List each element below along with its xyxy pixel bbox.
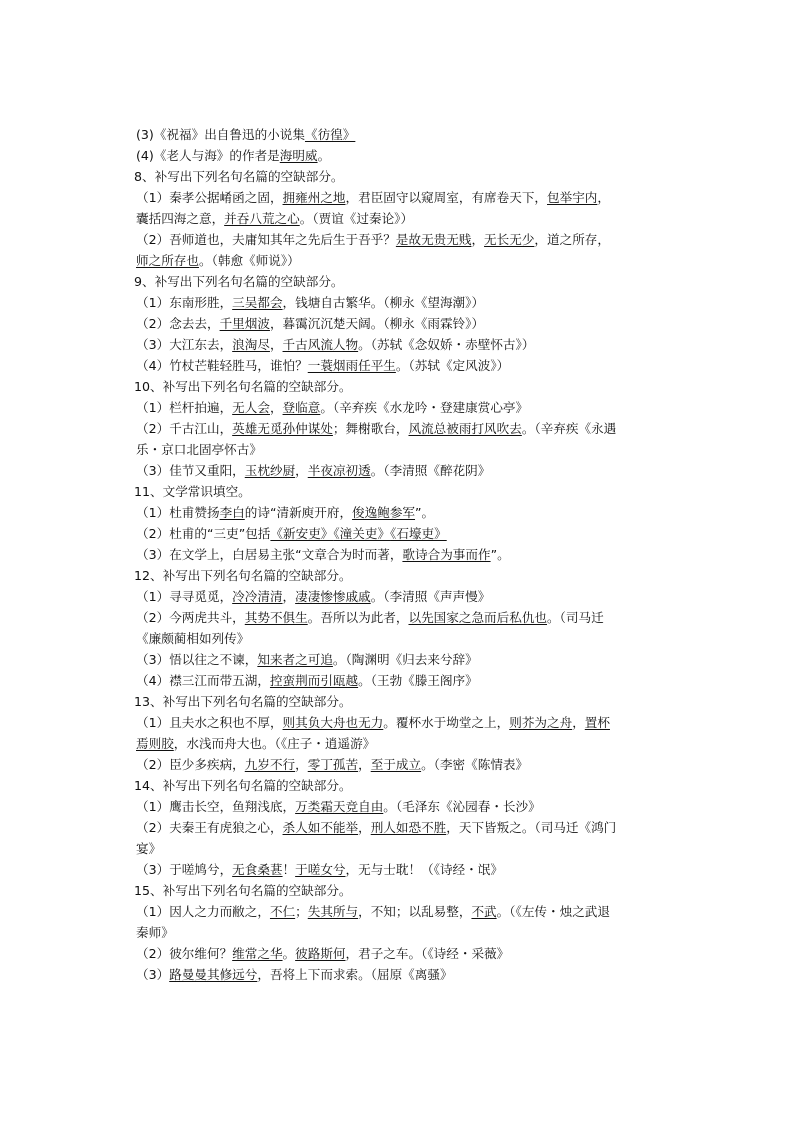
text-line xyxy=(134,964,674,985)
text-line xyxy=(134,292,674,313)
text-segment: ，钱塘自古繁华。（柳永《望海潮》） xyxy=(282,295,485,310)
text-segment: （2）千古江山， xyxy=(136,421,233,436)
text-segment: （2）今两虎共斗， xyxy=(136,610,245,625)
text-segment: ， xyxy=(269,337,283,352)
answer-underlined: 海明威 xyxy=(279,148,318,163)
text-line xyxy=(134,670,674,691)
answer-underlined: 杀人如不能举 xyxy=(282,820,359,835)
text-segment: 14、补写出下列名句名篇的空缺部分。 xyxy=(134,778,352,793)
text-segment: 8、补写出下列名句名篇的空缺部分。 xyxy=(134,169,344,184)
text-line xyxy=(134,817,674,838)
text-segment: (3)《祝福》出自鲁迅的小说集 xyxy=(136,127,305,142)
answer-underlined: 则芥为之舟 xyxy=(509,715,573,730)
text-segment: ， xyxy=(295,757,308,772)
answer-underlined: 师之所存也 xyxy=(136,253,199,268)
section-heading xyxy=(134,565,674,586)
text-segment: 。覆杯水于坳堂之上， xyxy=(383,715,510,730)
answer-underlined: 控蛮荆而引瓯越 xyxy=(269,673,359,688)
text-segment: 。（苏轼《念奴娇・赤壁怀古》） xyxy=(358,337,535,352)
text-segment: 。（李清照《醉花阴》 xyxy=(370,463,491,478)
section-heading xyxy=(134,166,674,187)
answer-underlined: 至于成立 xyxy=(370,757,422,772)
text-segment: （1）寻寻觅觅， xyxy=(136,589,233,604)
text-segment: 。（王勃《滕王阁序》 xyxy=(358,673,478,688)
answer-underlined: 歌诗合为事而作 xyxy=(402,547,491,562)
text-segment: ， xyxy=(269,400,283,415)
text-segment: 。（《左传・烛之武退 xyxy=(496,904,610,919)
text-segment: 。（韩愈《师说》） xyxy=(198,253,300,268)
answer-underlined: 玉枕纱厨 xyxy=(244,463,296,478)
text-line xyxy=(134,901,674,922)
text-segment: （1）因人之力而敝之， xyxy=(136,904,270,919)
text-segment: ， xyxy=(358,757,371,772)
answer-underlined: 李白 xyxy=(219,505,245,520)
document-body xyxy=(134,124,674,985)
answer-underlined: 是故无贵无贱 xyxy=(395,232,472,247)
text-line xyxy=(134,586,674,607)
text-line xyxy=(134,628,674,649)
answer-underlined: 彼路斯何 xyxy=(295,946,346,961)
answer-underlined: 拥雍州之地 xyxy=(282,190,346,205)
text-segment: ，君子之车。（《诗经・采薇》 xyxy=(345,946,510,961)
text-line xyxy=(134,208,674,229)
answer-underlined: 无长无少 xyxy=(484,232,535,247)
text-segment: 。（李密《陈情表》 xyxy=(421,757,529,772)
text-segment: 13、补写出下列名句名篇的空缺部分。 xyxy=(134,694,352,709)
text-segment: ！ xyxy=(282,862,296,877)
text-segment: ； xyxy=(295,904,308,919)
text-line xyxy=(134,859,674,880)
text-segment: ，天下皆叛之。（司马迁《鸿门 xyxy=(446,820,617,835)
answer-underlined: 不仁 xyxy=(269,904,296,919)
text-segment: 。（辛弃疾《水龙吟・登建康赏心亭》 xyxy=(320,400,529,415)
answer-underlined: 不武 xyxy=(471,904,497,919)
text-segment: ，不知；以乱易整， xyxy=(358,904,472,919)
text-line xyxy=(134,838,674,859)
text-line xyxy=(134,943,674,964)
text-segment: （2）吾师道也，夫庸知其年之先后生于吾乎？ xyxy=(136,232,396,247)
text-segment: （3）于嗟鸠兮， xyxy=(136,862,233,877)
text-segment: ，暮霭沉沉楚天阔。（柳永《雨霖铃》） xyxy=(269,316,485,331)
answer-underlined: 风流总被雨打风吹去 xyxy=(408,421,522,436)
text-line xyxy=(134,250,674,271)
text-segment: ， xyxy=(597,190,610,205)
answer-underlined: 九岁不行 xyxy=(244,757,296,772)
text-segment: ，君臣固守以窥周室，有席卷天下， xyxy=(345,190,548,205)
text-segment: 《廉颇蔺相如列传》 xyxy=(136,631,250,646)
section-heading xyxy=(134,775,674,796)
text-segment: ”。 xyxy=(415,505,435,520)
text-segment: ；舞榭歌台， xyxy=(332,421,409,436)
text-segment: （1）栏杆拍遍， xyxy=(136,400,233,415)
text-segment: 12、补写出下列名句名篇的空缺部分。 xyxy=(134,568,352,583)
answer-underlined: 俊逸鲍参军 xyxy=(352,505,416,520)
text-segment: （3）在文学上，白居易主张“文章合为时而著， xyxy=(136,547,403,562)
answer-underlined: 一蓑烟雨任平生 xyxy=(307,358,396,373)
text-segment: 宴》 xyxy=(136,841,162,856)
answer-underlined: 维常之华 xyxy=(232,946,283,961)
text-segment: ， xyxy=(358,820,371,835)
text-segment: (4)《老人与海》的作者是 xyxy=(136,148,280,163)
text-segment: （2）彼尔维何？ xyxy=(136,946,233,961)
text-segment: （1）且夫水之积也不厚， xyxy=(136,715,283,730)
text-segment: 11、文学常识填空。 xyxy=(134,484,251,499)
section-heading xyxy=(134,481,674,502)
answer-underlined: 《彷徨》 xyxy=(304,127,356,142)
text-segment: 。（辛弃疾《永遇 xyxy=(521,421,617,436)
text-segment: 。（苏轼《定风波》） xyxy=(395,358,510,373)
answer-underlined: 无食桑葚 xyxy=(232,862,283,877)
answer-underlined: 焉则胶 xyxy=(136,736,174,751)
answer-underlined: 以先国家之急而后私仇也 xyxy=(408,610,548,625)
text-segment: ， xyxy=(471,232,485,247)
text-segment: ， xyxy=(282,589,296,604)
text-line xyxy=(134,187,674,208)
answer-underlined: 于嗟女兮 xyxy=(295,862,346,877)
text-segment: 。（陶渊明《归去来兮辞》 xyxy=(332,652,478,667)
text-segment: 9、补写出下列名句名篇的空缺部分。 xyxy=(134,274,344,289)
text-line xyxy=(134,733,674,754)
answer-underlined: 知来者之可追 xyxy=(257,652,333,667)
text-segment: （1）鹰击长空，鱼翔浅底， xyxy=(136,799,296,814)
answer-underlined: 则其负大舟也无力 xyxy=(282,715,384,730)
text-segment: 乐・京口北固亭怀古》 xyxy=(136,442,262,457)
section-heading xyxy=(134,271,674,292)
answer-underlined: 千古风流人物 xyxy=(282,337,359,352)
answer-underlined: 零丁孤苦 xyxy=(307,757,359,772)
text-line xyxy=(134,460,674,481)
text-segment: 。（李清照《声声慢》 xyxy=(370,589,491,604)
text-segment: ，吾将上下而求索。（屈原《离骚》 xyxy=(257,967,453,982)
text-segment: 的诗“清新庾开府， xyxy=(244,505,353,520)
answer-underlined: 其势不俱生 xyxy=(244,610,308,625)
answer-underlined: 并吞八荒之心 xyxy=(224,211,300,226)
text-line xyxy=(134,418,674,439)
text-line xyxy=(134,145,674,166)
text-line xyxy=(134,523,674,544)
section-heading xyxy=(134,376,674,397)
text-segment: ， xyxy=(295,463,308,478)
text-line xyxy=(134,796,674,817)
text-segment: 。（司马迁 xyxy=(547,610,604,625)
text-line xyxy=(134,712,674,733)
answer-underlined: 凄凄惨惨戚戚 xyxy=(295,589,371,604)
text-line xyxy=(134,754,674,775)
answer-underlined: 置杯 xyxy=(584,715,610,730)
text-segment: 。吾所以为此者， xyxy=(307,610,409,625)
text-segment: （4）竹杖芒鞋轻胜马，谁怕？ xyxy=(136,358,308,373)
answer-underlined: 《新安吏》 xyxy=(270,526,334,541)
answer-underlined: 无人会 xyxy=(232,400,270,415)
answer-underlined: 包举宇内 xyxy=(547,190,598,205)
text-line xyxy=(134,439,674,460)
section-heading xyxy=(134,691,674,712)
text-segment: （3）悟以往之不谏， xyxy=(136,652,258,667)
text-segment: （1）秦孝公据崤函之固， xyxy=(136,190,283,205)
text-segment: 。（毛泽东《沁园春・长沙》 xyxy=(383,799,541,814)
text-segment: （2）念去去， xyxy=(136,316,220,331)
text-segment: ，无与士耽！（《诗经・氓》 xyxy=(345,862,503,877)
text-segment: ”。 xyxy=(490,547,510,562)
text-segment: （3）大江东去， xyxy=(136,337,233,352)
answer-underlined: 路曼曼其修远兮 xyxy=(169,967,258,982)
answer-underlined: 冷冷清清 xyxy=(232,589,283,604)
answer-underlined: 刑人如恐不胜 xyxy=(370,820,447,835)
text-segment: （3）佳节又重阳， xyxy=(136,463,245,478)
text-segment: （1）杜甫赞扬 xyxy=(136,505,220,520)
text-segment: （3） xyxy=(136,967,170,982)
text-segment: ，道之所存， xyxy=(534,232,610,247)
text-segment: （1）东南形胜， xyxy=(136,295,233,310)
answer-underlined: 《石壕吏》 xyxy=(390,526,447,541)
answer-underlined: 半夜凉初透 xyxy=(307,463,371,478)
section-heading xyxy=(134,880,674,901)
text-segment: 。（贾谊《过秦论》） xyxy=(299,211,414,226)
answer-underlined: 万类霜天竞自由 xyxy=(295,799,384,814)
text-line xyxy=(134,334,674,355)
answer-underlined: 《潼关吏》 xyxy=(333,526,391,541)
text-segment: ，水浅而舟大也。（《庄子・逍遥游》 xyxy=(173,736,376,751)
text-line xyxy=(134,607,674,628)
text-line xyxy=(134,544,674,565)
answer-underlined: 失其所与 xyxy=(307,904,359,919)
text-line xyxy=(134,649,674,670)
answer-underlined: 千里烟波 xyxy=(219,316,270,331)
text-segment: （2）夫秦王有虎狼之心， xyxy=(136,820,283,835)
text-line xyxy=(134,124,674,145)
answer-underlined: 三吴都会 xyxy=(232,295,283,310)
answer-underlined: 英雄无觅孙仲谋处 xyxy=(232,421,333,436)
text-line xyxy=(134,502,674,523)
text-segment: （4）襟三江而带五湖， xyxy=(136,673,270,688)
text-line xyxy=(134,397,674,418)
text-segment: （2）臣少多疾病， xyxy=(136,757,245,772)
text-line xyxy=(134,313,674,334)
text-segment: 。 xyxy=(317,148,331,163)
text-segment: （2）杜甫的“三吏”包括 xyxy=(136,526,271,541)
text-line xyxy=(134,355,674,376)
text-segment: ， xyxy=(572,715,585,730)
text-segment: 。 xyxy=(282,946,296,961)
text-line xyxy=(134,922,674,943)
answer-underlined: 登临意 xyxy=(282,400,321,415)
answer-underlined: 浪淘尽 xyxy=(232,337,270,352)
text-line xyxy=(134,229,674,250)
text-segment: 囊括四海之意， xyxy=(136,211,225,226)
text-segment: 秦师》 xyxy=(136,925,174,940)
text-segment: 15、补写出下列名句名篇的空缺部分。 xyxy=(134,883,352,898)
text-segment: 10、补写出下列名句名篇的空缺部分。 xyxy=(134,379,352,394)
